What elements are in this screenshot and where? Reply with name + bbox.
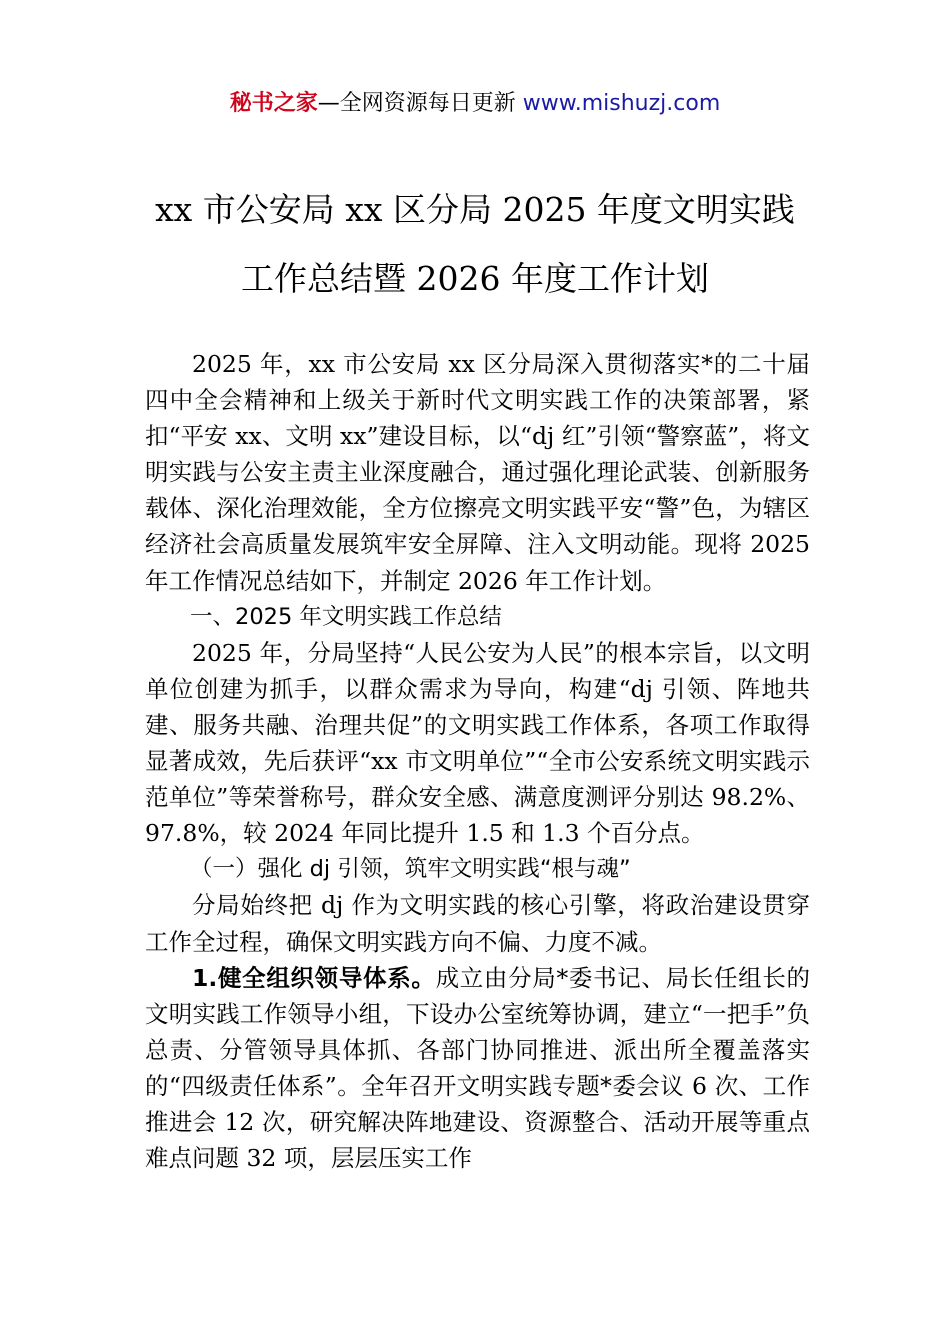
item-paragraph-1 [145, 960, 810, 1177]
subsection-paragraph: 分局始终把 dj 作为文明实践的核心引擎，将政治建设贯穿工作全过程，确保文明实践方向不偏、力度不减。 [145, 891, 810, 956]
item-body-text: 成立由分局*委书记、局长任组长的文明实践工作领导小组，下设办公室统筹协调，建立“一把手”负总责、分管领导具体抓、各部门协同推进、派出所全覆盖落实的“四级责任体系”。全年召开文明实践专题*委会议 6 次、工作推进会 12 次，研究解决阵地建设、资源整合、活动开展等重点难点问题 32 项，层层压实工作 [145, 963, 811, 1173]
document-title-line2: 工作总结暨 2026 年度工作计划 [241, 259, 709, 298]
header-tagline: —全网资源每日更新 [317, 91, 523, 116]
summary-paragraph: 2025 年，分局坚持“人民公安为人民”的根本宗旨，以文明单位创建为抓手，以群众需求为导向，构建“dj 引领、阵地共建、服务共融、治理共促”的文明实践工作体系，各项工作取得显著成效，先后获评“xx 市文明单位”“全市公安系统文明实践示范单位”等荣誉称号，群众安全感、满意度测评分别达 98.2%、97.8%，较 2024 年同比提升 1.5 和 1.3 个百分点。 [145, 638, 810, 848]
document-title-line1: xx 市公安局 xx 区分局 2025 年度文明实践 [155, 190, 795, 229]
header-url-link[interactable]: www.mishuzj.com [522, 91, 721, 116]
subsection-heading-1: （一）强化 dj 引领，筑牢文明实践“根与魂” [190, 856, 631, 883]
document-body [145, 346, 810, 1176]
site-header [0, 88, 950, 120]
intro-paragraph: 2025 年，xx 市公安局 xx 区分局深入贯彻落实*的二十届四中全会精神和上级关于新时代文明实践工作的决策部署，紧扣“平安 xx、文明 xx”建设目标，以“dj 红”引领“警察蓝”，将文明实践与公安主责主业深度融合，通过强化理论武装、创新服务载体、深化治理效能，全方位擦亮文明实践平安“警”色，为辖区经济社会高质量发展筑牢安全屏障、注入文明动能。现将 2025 年工作情况总结如下，并制定 2026 年工作计划。 [145, 350, 810, 595]
section-heading-1: 一、2025 年文明实践工作总结 [190, 603, 502, 630]
item-lead-text: 1.健全组织领导体系。 [192, 963, 436, 992]
brand-name: 秘书之家 [229, 91, 318, 116]
